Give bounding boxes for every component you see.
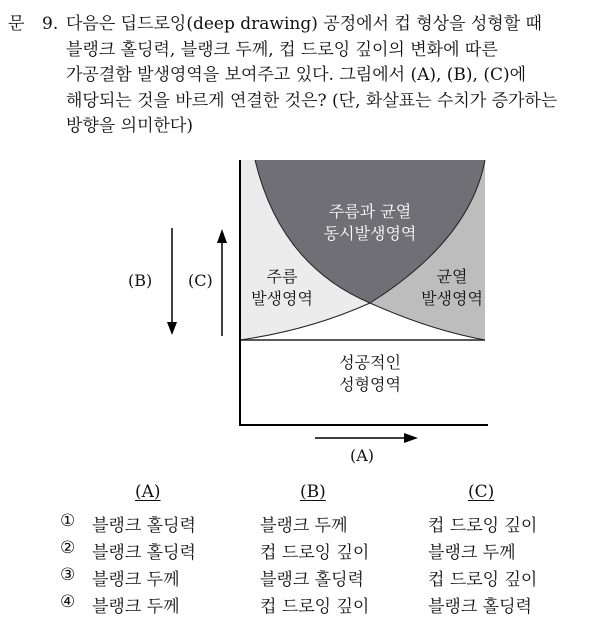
choice-number: ① — [60, 511, 76, 531]
choice-c: 블랭크 홀딩력 — [428, 597, 532, 617]
choice-c: 블랭크 두께 — [428, 543, 516, 563]
choice-row-3[interactable] — [60, 565, 605, 591]
choice-number: ② — [60, 538, 76, 558]
choice-a: 블랭크 홀딩력 — [92, 516, 196, 536]
label-line: 성형영역 — [339, 375, 401, 394]
label-c: (C) — [188, 271, 213, 290]
choice-c: 컵 드로잉 깊이 — [428, 516, 538, 536]
choice-b: 컵 드로잉 깊이 — [260, 543, 370, 563]
label-line: 발생영역 — [251, 289, 313, 308]
question-line: 방향을 의미한다) — [66, 116, 193, 136]
header-b: (B) — [300, 482, 326, 502]
choice-a: 블랭크 두께 — [92, 570, 180, 590]
arrow-b-down-icon — [167, 228, 177, 335]
label-line: 균열 — [436, 267, 468, 286]
question-prefix: 문 — [8, 14, 25, 34]
arrow-a-right-icon — [315, 433, 418, 443]
choice-c: 컵 드로잉 깊이 — [428, 570, 538, 590]
choice-row-2[interactable] — [60, 538, 605, 564]
question-line: 다음은 딥드로잉(deep drawing) 공정에서 컵 형상을 성형할 때 — [66, 14, 542, 34]
choice-a: 블랭크 홀딩력 — [92, 543, 196, 563]
label-b: (B) — [128, 271, 153, 290]
header-a: (A) — [135, 482, 161, 502]
label-both-region — [310, 201, 430, 245]
label-wrinkle-region — [242, 266, 322, 310]
choice-b: 컵 드로잉 깊이 — [260, 597, 370, 617]
label-line: 주름 — [266, 267, 298, 286]
label-crack-region — [412, 266, 492, 310]
label-success-region — [320, 352, 420, 396]
question-line: 해당되는 것을 바르게 연결한 것은? (단, 화살표는 수치가 증가하는 — [66, 90, 558, 111]
question-number: 9. — [42, 14, 59, 34]
choice-b: 블랭크 두께 — [260, 516, 348, 536]
choice-number: ④ — [60, 592, 76, 612]
label-line: 발생영역 — [421, 289, 483, 308]
arrow-c-up-icon — [217, 229, 227, 336]
label-a: (A) — [350, 446, 375, 465]
question-line: 블랭크 홀딩력, 블랭크 두께, 컵 드로잉 깊이의 변화에 따른 — [66, 39, 498, 60]
label-line: 성공적인 — [339, 353, 401, 372]
choice-row-1[interactable] — [60, 511, 605, 537]
label-line: 동시발생영역 — [323, 224, 417, 243]
choice-row-4[interactable] — [60, 592, 605, 618]
label-line: 주름과 균열 — [328, 202, 412, 221]
choice-number: ③ — [60, 565, 76, 585]
question-line: 가공결함 발생영역을 보여주고 있다. 그림에서 (A), (B), (C)에 — [66, 65, 527, 85]
header-c: (C) — [468, 482, 495, 502]
choice-b: 블랭크 홀딩력 — [260, 570, 364, 590]
choice-a: 블랭크 두께 — [92, 597, 180, 617]
